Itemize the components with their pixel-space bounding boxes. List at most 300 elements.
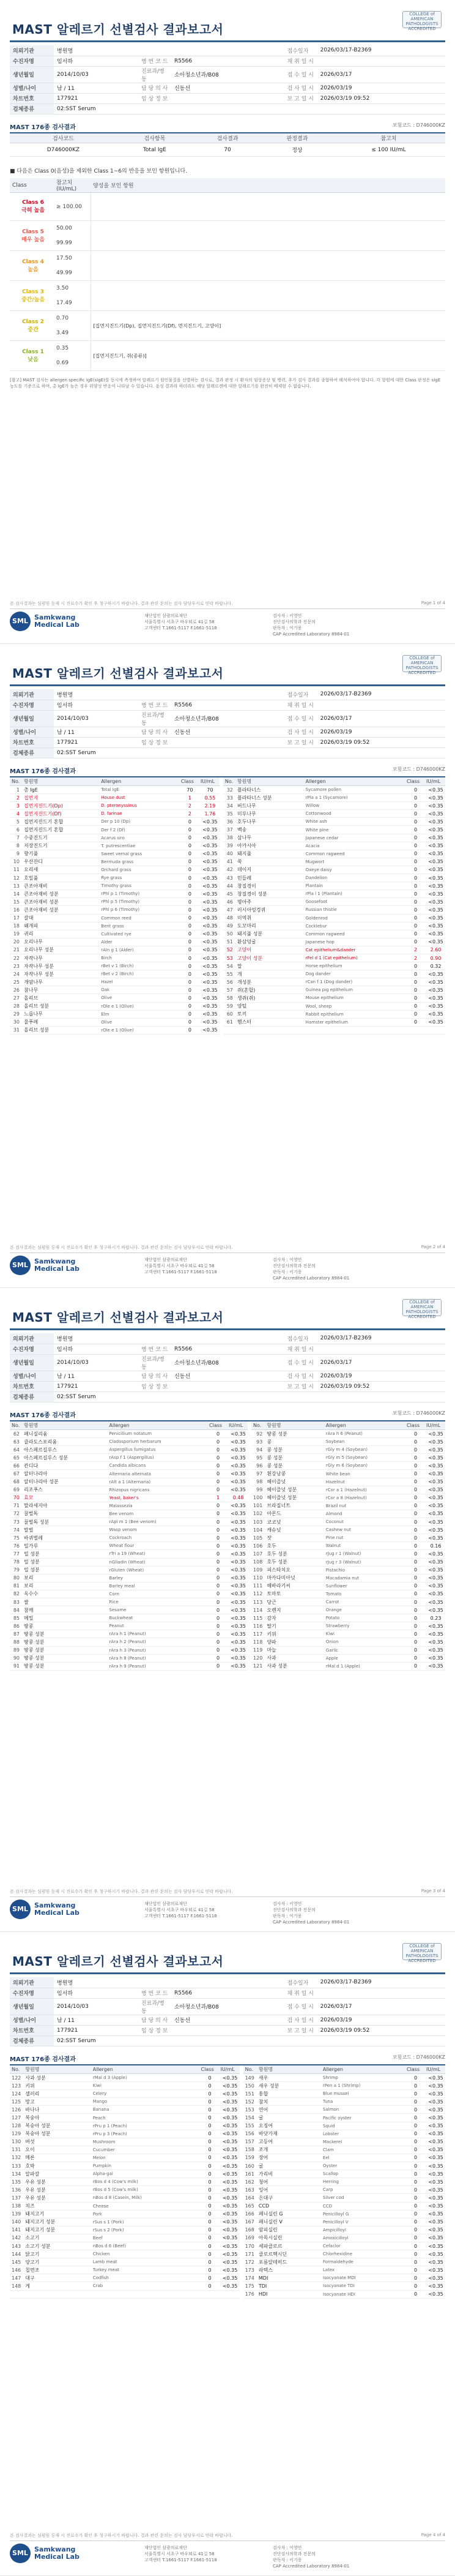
- result-value: <0.35: [424, 1526, 445, 1534]
- result-class: 0: [405, 1502, 424, 1510]
- info-row: [10, 1977, 445, 1988]
- report-page-2: [0, 644, 455, 1288]
- result-allergen-ko: 올리브 성분: [22, 1026, 99, 1034]
- result-value: <0.35: [424, 938, 445, 946]
- class-row: [10, 341, 445, 371]
- result-allergen-ko: 고등어: [257, 2138, 321, 2146]
- result-value: <0.35: [424, 1510, 445, 1518]
- page-title: MAST 알레르기 선별검사 결과보고서: [12, 666, 224, 681]
- result-allergen-ko: 굴: [257, 2114, 321, 2122]
- info-label: 성별/나이: [10, 1371, 54, 1381]
- info-value: 02:SST Serum: [54, 747, 445, 758]
- result-class: 0: [199, 2234, 219, 2242]
- result-value: 1.76: [199, 810, 220, 818]
- result-allergen-en: Yeast, baker's: [108, 1494, 208, 1502]
- result-allergen-en: Alder: [99, 938, 179, 946]
- info-value: 소아청소년과/B08: [171, 1998, 284, 2015]
- result-no: 9: [10, 850, 22, 858]
- result-no: 79: [10, 1566, 22, 1574]
- result-value: <0.35: [424, 2258, 445, 2266]
- result-value: <0.35: [227, 1430, 248, 1438]
- result-allergen-ko: 백송: [235, 826, 304, 834]
- result-class: 0: [405, 1542, 424, 1550]
- cap-accreditation-logo: COLLEGE of AMERICAN PATHOLOGISTS ACCREDITED: [402, 11, 442, 28]
- result-no: 68: [10, 1478, 22, 1486]
- result-value: <0.35: [219, 2082, 240, 2090]
- result-row: [10, 938, 445, 946]
- patient-info-table: [10, 45, 445, 114]
- result-no: 26: [10, 986, 22, 994]
- result-class: 0: [199, 2098, 219, 2106]
- result-class: 0: [207, 1574, 227, 1582]
- result-value: <0.35: [199, 906, 220, 914]
- result-value: <0.35: [227, 1558, 248, 1566]
- result-value: 0.48: [227, 1494, 248, 1502]
- result-no: 15: [10, 898, 22, 906]
- info-value: 2014/10/03: [54, 66, 138, 83]
- result-no: 169: [243, 2234, 257, 2242]
- result-allergen-ko: 아카시아: [235, 842, 304, 850]
- info-value: 2026/03/19: [317, 727, 445, 737]
- result-allergen-ko: 양고기: [23, 2258, 91, 2266]
- result-class: 0: [405, 930, 424, 938]
- result-allergen-en: Eel: [321, 2154, 405, 2162]
- result-allergen-ko: 수중진드기: [22, 834, 99, 842]
- result-allergen-ko: 망고: [23, 2098, 91, 2106]
- result-class: 2: [179, 802, 199, 810]
- result-allergen-ko: 귀리: [22, 930, 99, 938]
- result-class: 0: [405, 1582, 424, 1590]
- result-allergen-en: Mushroom: [91, 2138, 199, 2146]
- result-allergen-en: Salmon: [321, 2106, 405, 2114]
- result-allergen-en: Garlic: [324, 1646, 405, 1654]
- result-allergen-en: Kiwi: [91, 2082, 199, 2090]
- result-class: 0: [207, 1630, 227, 1638]
- result-row: [10, 970, 445, 978]
- result-class: 0: [405, 890, 424, 898]
- result-row: [10, 802, 445, 810]
- result-allergen-en: Sweet vernal grass: [99, 850, 179, 858]
- result-allergen-ko: 가리비: [257, 2170, 321, 2178]
- result-no: 2: [10, 794, 22, 802]
- result-allergen-ko: 참치: [257, 2098, 321, 2106]
- result-allergen-en: Soybean: [324, 1438, 405, 1446]
- result-no: 122: [10, 2074, 23, 2082]
- result-allergen-ko: 알파갈: [23, 2170, 91, 2178]
- info-label: 생년월일: [10, 710, 54, 727]
- result-allergen-ko: 땅콩 성분: [22, 1662, 108, 1670]
- result-class: 0: [405, 874, 424, 882]
- result-allergen-ko: 게: [23, 2282, 91, 2290]
- result-class: 0: [405, 1622, 424, 1630]
- result-value: <0.35: [227, 1438, 248, 1446]
- result-allergen-ko: 큰조아재비 성분: [22, 898, 99, 906]
- result-allergen-ko: 오리새: [22, 866, 99, 874]
- result-row: [10, 2266, 445, 2274]
- result-allergen-en: Silver cod: [321, 2194, 405, 2202]
- result-value: <0.35: [424, 890, 445, 898]
- result-allergen-ko: 리조푸스: [22, 1486, 108, 1494]
- result-no: 18: [10, 922, 22, 930]
- result-value: <0.35: [424, 1478, 445, 1486]
- footnote: [참고] MAST 검사는 allergen specific IgE(sIgE)를 동시에 측정하여 알레르기 원인물질을 선별하는 검사로, 결과 판정 시 환자의 임상증상 및 병력, 추가 검사 결과를 종합하여 해석하여야 합니다. 각 항원에 대한 Class 판정은 sIgE 농도를 기준으로 하며, 총 IgE가 높은 경우 위양성 반응이 나타날 수 있습니다. 음성 결과라 하더라도 해당 알레르겐에 대한 알레르기를 완전히 배제할 수 없습니다.: [10, 378, 441, 389]
- result-no: 56: [223, 978, 235, 986]
- result-allergen-en: Chicken: [91, 2250, 199, 2258]
- result-allergen-ko: 아스페르길루스 성분: [22, 1454, 108, 1462]
- results-table: No. 항원명 Allergen Class IU/mL No. 항원명 Allergen Class IU/mL 62 페니실리움 Penicillium notatum 0 <0.35 92 땅콩 성분 rAra h 6 (Peanut) 0 <0.35 63 클라도스포리움 Cladosporium herbarum 0 <0.35 93 콩 Soybean 0 <0.35 64 아스페르길루스 Aspergillus fumigatus 0 <0.35 94 콩 성분 rGly m 4 (Soybean) 0 <0.35 65 아스페르길루스 성분 rAsp f 1 (Aspergillus) 0 <0.35 95 콩 성분 rGly m 5 (Soybean) 0 <0.35 66 칸디다 Candida albicans 0 <0.35 96 콩 성분 rGly m 6 (Soybean) 0 <0.35 67 알터나리아 Alternaria alternata 0 <0.35 97 흰강낭콩 White bean 0 <0.35 68 알터나리아 성분 rAlt a 1 (Alternaria) 0 <0.35 98 헤이즐넛 Hazelnut 0 <0.35 69 리조푸스 Rhizopus nigricans 0 <0.35 99 헤이즐넛 성분 rCor a 1 (Hazelnut) 0 <0.35 70 효모 Yeast, baker's 1 0.48 100 헤이즐넛 성분 rCor a 8 (Hazelnut) 0 <0.35 71 말라세지아 Malassezia 0 <0.35 101 브라질너트 Brazil nut 0 <0.35 72 꿀벌독 Bee venom 0 <0.35 102 아몬드 Almond 0 <0.35 73 꿀벌독 성분 rApi m 1 (Bee venom) 0 <0.35 103 코코넛 Coconut 0 <0.35 74 말벌 Wasp venom 0 <0.35 104 캐슈넛 Cashew nut 0 <0.35 75 바퀴벌레 Cockroach 0 <0.35 105 잣 Pine nut 0 <0.35 76 밀가루 Wheat flour 0 <0.35 106 호두 Walnut 0 0.16 77 밀 성분 rTri a 19 (Wheat) 0 <0.35 107 호두 성분 rJug r 1 (Walnut) 0 <0.35 78 밀 성분 nGliadin (Wheat) 0 <0.35 108 호두 성분 rJug r 3 (Walnut) 0 <0.35 79 밀 성분 rGluten (Wheat) 0 <0.35 109 피스타치오 Pistachio 0 <0.35 80 보리 Barley 0 <0.35 110 마카다미아넛 Macadamia nut 0 <0.35 81 보리 Barley meal 0 <0.35 111 해바라기씨 Sunflower 0 <0.35 82 옥수수 Corn 0 <0.35 112 토마토 Tomato 0 <0.35 83 쌀 Rice 0 <0.35 113 당근 Carrot 0 <0.35 84 참깨 Sesame 0 <0.35 114 오렌지 Orange 0 <0.35 85 메밀 Buckwheat 0 <0.35 115 감자 Potato 0 0.23 86 땅콩 Peanut 0 <0.35 116 딸기 Strawberry 0 <0.35 87 땅콩 성분 rAra h 1 (Peanut) 0 <0.35 117 키위 Kiwi 0 <0.35 88 땅콩 성분 rAra h 2 (Peanut) 0 <0.35 118 양파 Onion 0 <0.35 89 땅콩 성분 rAra h 3 (Peanut) 0 <0.35 119 마늘 Garlic 0 <0.35 90 땅콩 성분 rAra h 8 (Peanut) 0 <0.35 120 사과 Apple 0 <0.35 91 땅콩 성분 rAra h 9 (Peanut) 0 <0.35 121 사과 성분 rMal d 1 (Apple) 0 <0.35: [10, 1421, 445, 1671]
- result-row: [10, 922, 445, 930]
- result-allergen-ko: 갈대: [22, 914, 99, 922]
- result-allergen-en: rOle e 1 (Olive): [99, 1002, 179, 1010]
- result-class: 0: [405, 2210, 424, 2218]
- result-allergen-en: rJug r 1 (Walnut): [324, 1550, 405, 1558]
- result-allergen-ko: 복숭아 성분: [23, 2130, 91, 2138]
- result-no: 148: [10, 2282, 23, 2290]
- result-class: 0: [199, 2170, 219, 2178]
- result-row: [10, 1502, 445, 1510]
- result-row: [10, 2274, 445, 2282]
- info-label: 채 취 일 시: [284, 1344, 317, 1354]
- info-row: [10, 1988, 445, 1998]
- result-allergen-ko: 코코넛: [265, 1518, 324, 1526]
- result-row: [10, 1518, 445, 1526]
- result-allergen-ko: 당근: [265, 1598, 324, 1606]
- result-allergen-ko: 조개: [257, 2146, 321, 2154]
- result-allergen-ko: 딸기: [265, 1622, 324, 1630]
- class-name: Class 2 중간: [10, 311, 54, 341]
- info-label: 보 고 일 시: [284, 93, 317, 103]
- result-allergen-ko: 돼지고기: [23, 2210, 91, 2218]
- result-row: [10, 1470, 445, 1478]
- result-class: 0: [405, 1654, 424, 1662]
- result-allergen-en: rAsp f 1 (Aspergillus): [108, 1454, 208, 1462]
- info-label: 생년월일: [10, 66, 54, 83]
- result-no: 52: [223, 946, 235, 954]
- result-no: 29: [10, 1010, 22, 1018]
- result-allergen-ko: 아목시실린: [257, 2234, 321, 2242]
- result-no: 147: [10, 2274, 23, 2282]
- result-value: <0.35: [227, 1606, 248, 1614]
- info-value: 2026/03/19 09:52: [317, 93, 445, 103]
- result-allergen-en: Isocyanate MDI: [321, 2274, 405, 2282]
- info-label: 성별/나이: [10, 2015, 54, 2025]
- result-allergen-en: rApi m 1 (Bee venom): [108, 1518, 208, 1526]
- result-class: 0: [179, 1026, 199, 1034]
- result-value: <0.35: [424, 914, 445, 922]
- info-value: 2014/10/03: [54, 1354, 138, 1371]
- result-class: 0: [405, 2282, 424, 2290]
- result-class: 0: [199, 2242, 219, 2250]
- result-value: <0.35: [424, 2178, 445, 2186]
- result-allergen-ko: 밀 성분: [22, 1558, 108, 1566]
- result-no: 19: [10, 930, 22, 938]
- result-no: 7: [10, 834, 22, 842]
- result-value: <0.35: [227, 1486, 248, 1494]
- result-no: 72: [10, 1510, 22, 1518]
- result-no: 75: [10, 1534, 22, 1542]
- result-no: 161: [243, 2170, 257, 2178]
- result-class: 0: [207, 1598, 227, 1606]
- result-value: <0.35: [424, 2122, 445, 2130]
- result-class: 0: [405, 2258, 424, 2266]
- result-class: 0: [179, 922, 199, 930]
- result-allergen-ko: 페니실린 V: [257, 2218, 321, 2226]
- result-allergen-ko: 아몬드: [265, 1510, 324, 1518]
- info-value: [171, 737, 284, 747]
- result-allergen-en: nBos d 6 (Beef): [91, 2242, 199, 2250]
- result-allergen-en: Mango: [91, 2098, 199, 2106]
- patient-info-table: [10, 689, 445, 758]
- result-value: <0.35: [424, 2082, 445, 2090]
- page-header: [10, 650, 445, 688]
- result-class: 0: [405, 898, 424, 906]
- info-label: 보 고 일 시: [284, 2025, 317, 2035]
- result-allergen-ko: 느릅나무: [22, 1010, 99, 1018]
- result-value: <0.35: [424, 2242, 445, 2250]
- result-class: 0: [179, 962, 199, 970]
- footer-note: 본 검사결과는 심평원 등재 시 진료수가 확인 후 청구하시기 바랍니다. 결과 관련 문의는 검사 담당부서로 연락 바랍니다. Page 4 of 4: [10, 2533, 445, 2541]
- result-row: [10, 1630, 445, 1638]
- result-class: 0: [405, 922, 424, 930]
- result-class: 0: [207, 1582, 227, 1590]
- result-class: 0: [405, 2242, 424, 2250]
- info-value: 신동선: [171, 1371, 284, 1381]
- result-row: [10, 1590, 445, 1598]
- result-allergen-en: rJug r 3 (Walnut): [324, 1558, 405, 1566]
- result-value: <0.35: [424, 1470, 445, 1478]
- result-allergen-en: Pumpkin: [91, 2162, 199, 2170]
- result-allergen-ko: 소고기 성분: [23, 2242, 91, 2250]
- result-class: 0: [207, 1430, 227, 1438]
- result-no: 107: [251, 1550, 265, 1558]
- result-class: 0: [207, 1486, 227, 1494]
- result-class: 0: [405, 1630, 424, 1638]
- result-value: <0.35: [227, 1638, 248, 1646]
- result-allergen-en: Goosefoot: [304, 898, 405, 906]
- info-label: 병 번 코 드: [138, 700, 171, 710]
- result-class: 2: [405, 954, 424, 962]
- info-label: 접 수 일 시: [284, 1998, 317, 2015]
- result-allergen-en: rGly m 6 (Soybean): [324, 1462, 405, 1470]
- result-allergen-ko: 청어: [257, 2178, 321, 2186]
- result-value: <0.35: [424, 1010, 445, 1018]
- result-no: 105: [251, 1534, 265, 1542]
- result-value: <0.35: [424, 810, 445, 818]
- result-class: 0: [179, 970, 199, 978]
- result-class: 0: [405, 986, 424, 994]
- result-allergen-ko: 브라질너트: [265, 1502, 324, 1510]
- result-class: 0: [199, 2130, 219, 2138]
- class-range: 3.50 17.49: [54, 281, 91, 311]
- result-allergen-en: rAra h 9 (Peanut): [108, 1662, 208, 1670]
- info-label: 검 사 일 시: [284, 83, 317, 93]
- result-allergen-en: Der p 10 (Dp): [99, 818, 179, 826]
- info-value: 2026/03/17-B2369: [317, 689, 445, 700]
- result-allergen-en: Tuna: [321, 2098, 405, 2106]
- result-no: 61: [223, 1018, 235, 1026]
- info-label: 병 번 코 드: [138, 56, 171, 66]
- result-no: 129: [10, 2130, 23, 2138]
- result-class: 0: [199, 2282, 219, 2290]
- cap-accreditation-logo: COLLEGE of AMERICAN PATHOLOGISTS ACCREDITED: [402, 655, 442, 672]
- class-name: Class 3 중간/높음: [10, 281, 54, 311]
- result-allergen-ko: 고양이 성분: [235, 954, 304, 962]
- samkwang-logo: SML Samkwang Medical Lab: [10, 1900, 102, 1919]
- info-value: 2014/10/03: [54, 1998, 138, 2015]
- result-class: 0: [405, 810, 424, 818]
- result-no: 83: [10, 1598, 22, 1606]
- result-class: 0: [405, 2266, 424, 2274]
- result-class: 0: [405, 1462, 424, 1470]
- info-value: 02:SST Serum: [54, 103, 445, 114]
- result-row: [10, 1446, 445, 1454]
- result-value: 2.60: [424, 946, 445, 954]
- result-allergen-en: Isocyanate TDI: [321, 2282, 405, 2290]
- result-class: 0: [179, 834, 199, 842]
- result-allergen-ko: 올리브 성분: [22, 1002, 99, 1010]
- result-no: 5: [10, 818, 22, 826]
- result-class: 0: [405, 2234, 424, 2242]
- result-no: 42: [223, 866, 235, 874]
- result-row: [10, 834, 445, 842]
- total-ige-table: 검사코드 검사항목 검사결과 판정결과 참고치 D746000KZ Total IgE 70 정상 ≤ 100 IU/mL: [10, 133, 445, 157]
- result-value: <0.35: [424, 2138, 445, 2146]
- result-allergen-ko: TDI: [257, 2282, 321, 2290]
- info-label: 성별/나이: [10, 727, 54, 737]
- result-row: [10, 2122, 445, 2130]
- result-allergen-en: Orchard grass: [99, 866, 179, 874]
- result-allergen-ko: 민들레: [235, 874, 304, 882]
- result-allergen-en: rPhl p 6 (Timothy): [99, 906, 179, 914]
- result-class: 0: [405, 842, 424, 850]
- result-no: 24: [10, 970, 22, 978]
- info-value: 177921: [54, 1381, 138, 1391]
- result-class: 0: [179, 906, 199, 914]
- info-value: 2026/03/19: [317, 83, 445, 93]
- result-class: 0: [207, 1454, 227, 1462]
- info-row: [10, 93, 445, 103]
- info-value: 2026/03/17: [317, 1998, 445, 2015]
- info-label: 진료과/병동: [138, 1998, 171, 2015]
- result-class: 0: [405, 786, 424, 794]
- page-title: MAST 알레르기 선별검사 결과보고서: [12, 1310, 224, 1325]
- info-value: [317, 1988, 445, 1998]
- result-allergen-en: Pistachio: [324, 1566, 405, 1574]
- result-class: 0: [405, 2226, 424, 2234]
- cap-accreditation-logo: COLLEGE of AMERICAN PATHOLOGISTS ACCREDITED: [402, 1299, 442, 1316]
- result-value: <0.35: [219, 2106, 240, 2114]
- result-allergen-ko: 메론: [23, 2154, 91, 2162]
- result-allergen-ko: 오리나무: [22, 938, 99, 946]
- result-no: 16: [10, 906, 22, 914]
- result-allergen-en: Common reed: [99, 914, 179, 922]
- result-no: 60: [223, 1010, 235, 1018]
- result-class: 0: [405, 1526, 424, 1534]
- result-no: 117: [251, 1630, 265, 1638]
- class-row: [10, 311, 445, 341]
- result-no: 64: [10, 1446, 22, 1454]
- info-value: 신동선: [171, 727, 284, 737]
- result-no: 155: [243, 2122, 257, 2130]
- result-class: 0: [405, 2154, 424, 2162]
- info-label: 차트번호: [10, 2025, 54, 2035]
- result-value: 0.32: [424, 962, 445, 970]
- result-value: <0.35: [424, 826, 445, 834]
- result-row: [10, 1510, 445, 1518]
- result-allergen-ko: 장어: [257, 2154, 321, 2162]
- result-class: 0: [405, 1534, 424, 1542]
- lab-signature: 검사자 : 이영민 진단검사의학과 전문의 판독자 : 이기웅 CAP Accredited Laboratory 8984-01: [273, 1257, 350, 1281]
- result-class: 0: [405, 2122, 424, 2130]
- result-allergen-ko: 복숭아 성분: [23, 2122, 91, 2130]
- result-class: 0: [405, 1486, 424, 1494]
- result-value: <0.35: [219, 2130, 240, 2138]
- result-no: 32: [223, 786, 235, 794]
- info-label: 접수일자: [284, 45, 317, 56]
- page-footer: [10, 1889, 445, 1926]
- result-class: 0: [207, 1662, 227, 1670]
- result-allergen-en: Cladosporium herbarum: [108, 1438, 208, 1446]
- result-value: <0.35: [424, 786, 445, 794]
- result-class: 0: [405, 866, 424, 874]
- result-class: 0: [179, 818, 199, 826]
- result-allergen-ko: 굴: [257, 2162, 321, 2170]
- result-allergen-ko: 감자: [265, 1614, 324, 1622]
- result-allergen-ko: 자작나무 성분: [22, 962, 99, 970]
- result-row: [10, 794, 445, 802]
- info-row: [10, 1344, 445, 1354]
- result-value: <0.35: [227, 1550, 248, 1558]
- result-value: <0.35: [424, 882, 445, 890]
- result-allergen-ko: 햄스터: [235, 1018, 304, 1026]
- info-label: [138, 45, 171, 56]
- result-allergen-en: Mackerel: [321, 2138, 405, 2146]
- result-value: <0.35: [199, 1010, 220, 1018]
- result-class: 0: [405, 818, 424, 826]
- result-class: 0: [405, 1598, 424, 1606]
- result-value: <0.35: [199, 938, 220, 946]
- result-value: <0.35: [424, 2282, 445, 2290]
- result-allergen-ko: 양파: [265, 1638, 324, 1646]
- result-no: 44: [223, 882, 235, 890]
- result-allergen-en: Rice: [108, 1598, 208, 1606]
- result-allergen-en: rBet v 1 (Birch): [99, 962, 179, 970]
- result-class: 0: [179, 882, 199, 890]
- result-row: [10, 1494, 445, 1502]
- result-class: 0: [405, 970, 424, 978]
- result-class: 0: [199, 2202, 219, 2210]
- info-row: [10, 737, 445, 747]
- result-allergen-ko: 꿀벌독: [22, 1510, 108, 1518]
- info-value: [317, 1344, 445, 1354]
- result-no: 164: [243, 2194, 257, 2202]
- info-label: 수진자명: [10, 700, 54, 710]
- result-value: <0.35: [424, 2186, 445, 2194]
- result-allergen-ko: 개: [235, 970, 304, 978]
- info-row: [10, 747, 445, 758]
- class-range: 17.50 49.99: [54, 251, 91, 281]
- result-class: 0: [405, 2074, 424, 2082]
- info-label: 검체종류: [10, 2035, 54, 2046]
- result-class: 0: [199, 2250, 219, 2258]
- info-value: R5566: [171, 56, 284, 66]
- result-class: 0: [405, 1590, 424, 1598]
- result-no: 106: [251, 1542, 265, 1550]
- result-value: <0.35: [227, 1662, 248, 1670]
- result-allergen-ko: 잉어: [257, 2186, 321, 2194]
- result-class: 0: [405, 1446, 424, 1454]
- result-allergen-en: Penicillium notatum: [108, 1430, 208, 1438]
